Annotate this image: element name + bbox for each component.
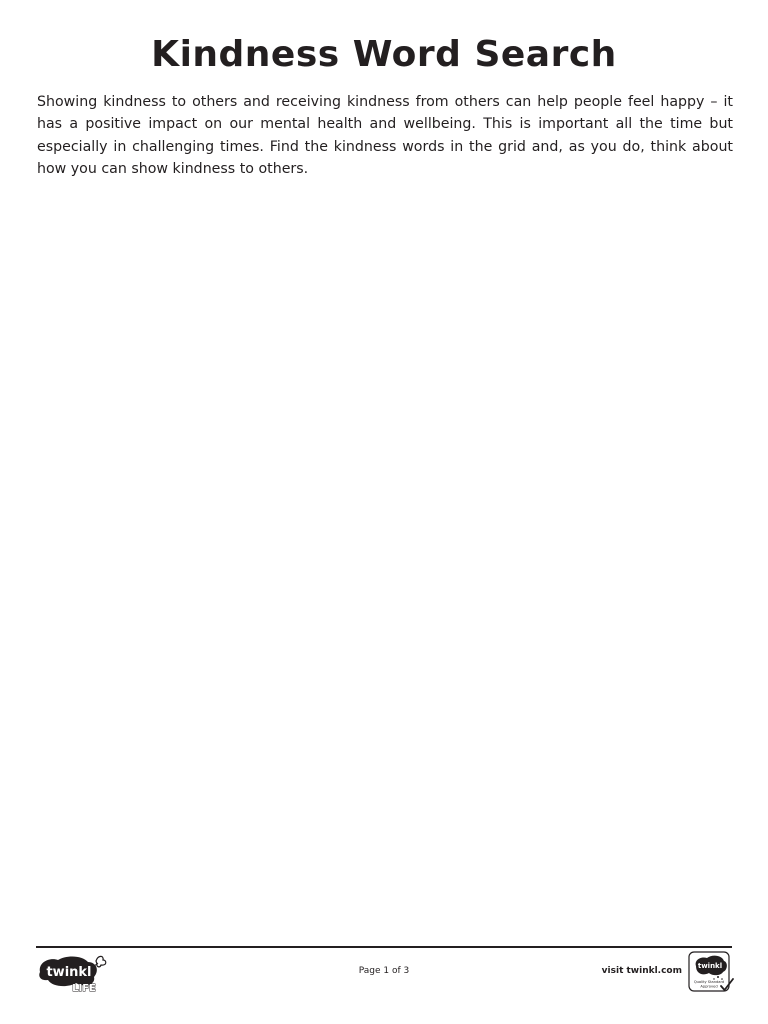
twinkl-website-link[interactable]: visit twinkl.com [601,966,682,976]
badge-brand-text: twinkl [697,962,723,970]
quality-standard-badge [688,951,734,993]
page-number: Page 1 of 3 [358,966,410,976]
footer-divider [36,946,732,948]
intro-paragraph: Showing kindness to others and receiving kindness from others can help people feel happy – it has a positive impact on our mental health and wellbeing. This is important all the time but especially in challenging times. Find the kindness words in the grid and, as you do, think about how you can show kindness to others. [37,94,733,177]
logo-sub-text: LIFE [72,983,96,994]
logo-brand-text: twinkl [46,965,92,980]
badge-caption-line-2: Approved [700,984,718,989]
page-title: Kindness Word Search [151,34,617,75]
badge-caption-line-1: Quality Standard [693,980,725,984]
